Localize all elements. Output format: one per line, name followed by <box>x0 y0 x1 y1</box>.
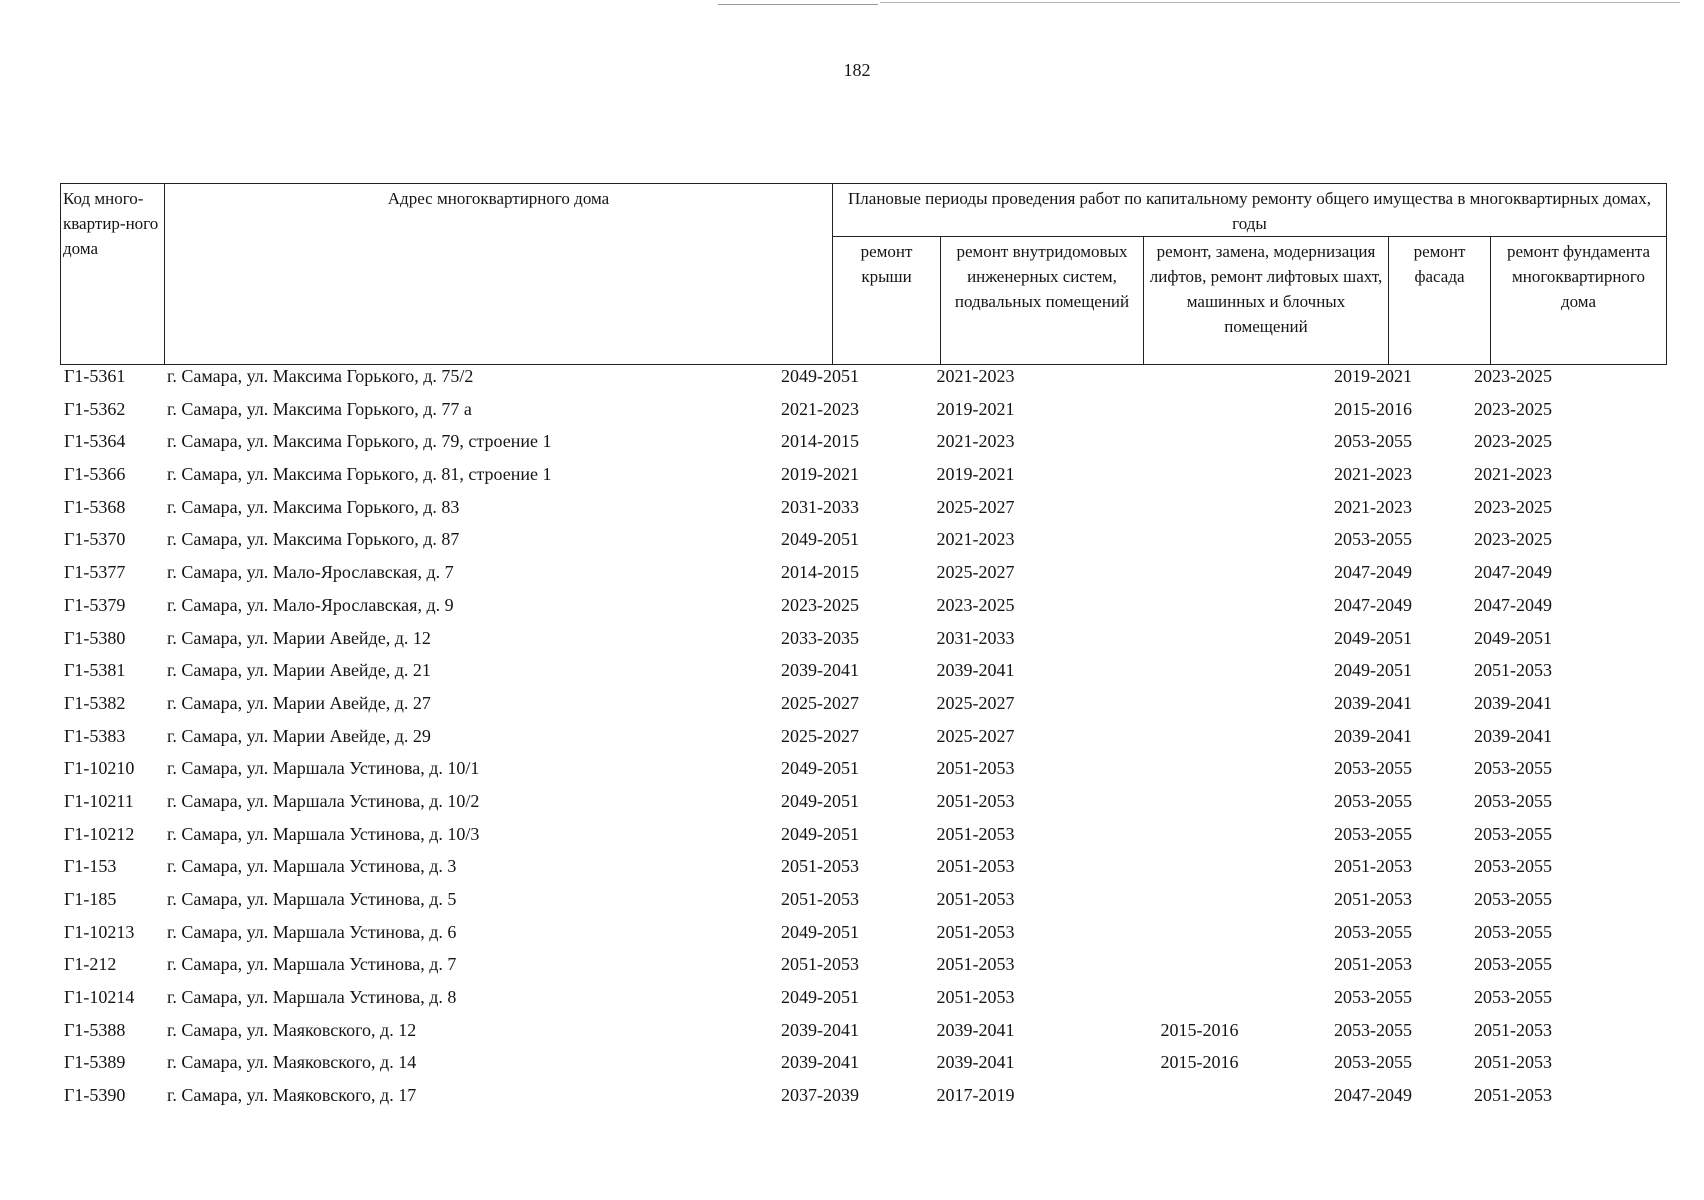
cell-roof: 2025-2027 <box>781 725 859 746</box>
cell-engineering: 2021-2023 <box>936 529 1015 550</box>
cell-engineering: 2051-2053 <box>936 856 1015 877</box>
cell-foundation: 2047-2049 <box>1474 562 1552 583</box>
cell-roof: 2049-2051 <box>781 987 859 1008</box>
cell-roof: 2051-2053 <box>781 954 859 975</box>
page-number: 182 <box>843 60 871 80</box>
cell-roof: 2049-2051 <box>781 790 859 811</box>
header-lifts: ремонт, замена, модернизация лифтов, ремонт лифтовых шахт, машинных и блочных помещений <box>1144 237 1389 365</box>
cell-facade: 2019-2021 <box>1334 366 1412 386</box>
header-roof: ремонт крыши <box>833 237 941 365</box>
cell-address: г. Самара, ул. Маяковского, д. 12 <box>167 1019 417 1040</box>
cell-code: Г1-5364 <box>64 431 126 452</box>
cell-engineering: 2025-2027 <box>936 725 1015 746</box>
cell-foundation: 2023-2025 <box>1474 431 1552 452</box>
table-header <box>60 183 1667 365</box>
cell-code: Г1-5366 <box>64 464 126 485</box>
cell-code: Г1-5380 <box>64 627 126 648</box>
table-row <box>60 427 1666 460</box>
cell-facade: 2047-2049 <box>1334 594 1412 615</box>
header-periods: Плановые периоды проведения работ по капитальному ремонту общего имущества в многоквартирных домах, годы <box>833 184 1667 237</box>
header-engineering: ремонт внутридомовых инженерных систем, подвальных помещений <box>941 237 1144 365</box>
cell-address: г. Самара, ул. Маршала Устинова, д. 10/1 <box>167 758 480 779</box>
cell-engineering: 2051-2053 <box>936 823 1015 844</box>
header-code: Код много-квартир-ного дома <box>61 184 165 365</box>
cell-facade: 2015-2016 <box>1334 398 1412 419</box>
cell-code: Г1-5370 <box>64 529 126 550</box>
cell-address: г. Самара, ул. Маяковского, д. 14 <box>167 1052 417 1073</box>
cell-foundation: 2051-2053 <box>1474 1052 1552 1073</box>
table-row <box>60 885 1666 918</box>
cell-code: Г1-153 <box>64 856 117 877</box>
table-row <box>60 395 1666 428</box>
cell-address: г. Самара, ул. Марии Авейде, д. 12 <box>167 627 431 648</box>
cell-engineering: 2019-2021 <box>936 464 1015 485</box>
table-row <box>60 1081 1666 1114</box>
cell-roof: 2037-2039 <box>781 1085 859 1106</box>
cell-engineering: 2051-2053 <box>936 889 1015 909</box>
cell-address: г. Самара, ул. Максима Горького, д. 81, строение 1 <box>167 464 552 485</box>
table-row <box>60 1048 1666 1081</box>
cell-code: Г1-10214 <box>64 987 135 1008</box>
table-row <box>60 754 1666 787</box>
cell-facade: 2051-2053 <box>1334 954 1412 975</box>
cell-address: г. Самара, ул. Маршала Устинова, д. 10/2 <box>167 790 480 811</box>
cell-foundation: 2053-2055 <box>1474 823 1552 844</box>
cell-facade: 2047-2049 <box>1334 562 1412 583</box>
cell-roof: 2051-2053 <box>781 856 859 877</box>
cell-address: г. Самара, ул. Максима Горького, д. 75/2 <box>167 366 474 386</box>
cell-code: Г1-10213 <box>64 921 135 942</box>
cell-foundation: 2039-2041 <box>1474 725 1552 746</box>
table-row <box>60 493 1666 526</box>
cell-roof: 2051-2053 <box>781 889 859 909</box>
cell-roof: 2023-2025 <box>781 594 859 615</box>
cell-foundation: 2049-2051 <box>1474 627 1552 648</box>
cell-foundation: 2053-2055 <box>1474 921 1552 942</box>
cell-address: г. Самара, ул. Марии Авейде, д. 21 <box>167 660 431 681</box>
cell-facade: 2049-2051 <box>1334 627 1412 648</box>
cell-facade: 2047-2049 <box>1334 1085 1412 1106</box>
header-address: Адрес многоквартирного дома <box>165 184 833 365</box>
cell-facade: 2039-2041 <box>1334 692 1412 713</box>
cell-code: Г1-5383 <box>64 725 126 746</box>
table-row <box>60 689 1666 722</box>
cell-code: Г1-5368 <box>64 496 126 517</box>
cell-engineering: 2039-2041 <box>936 1019 1015 1040</box>
cell-roof: 2049-2051 <box>781 758 859 779</box>
cell-facade: 2021-2023 <box>1334 464 1412 485</box>
cell-address: г. Самара, ул. Маяковского, д. 17 <box>167 1085 417 1106</box>
cell-engineering: 2039-2041 <box>936 1052 1015 1073</box>
cell-engineering: 2051-2053 <box>936 921 1015 942</box>
cell-engineering: 2017-2019 <box>936 1085 1015 1106</box>
scan-artifact <box>880 2 1680 3</box>
cell-address: г. Самара, ул. Максима Горького, д. 77 а <box>167 398 472 419</box>
cell-roof: 2019-2021 <box>781 464 859 485</box>
cell-foundation: 2053-2055 <box>1474 790 1552 811</box>
cell-facade: 2053-2055 <box>1334 529 1412 550</box>
cell-foundation: 2053-2055 <box>1474 954 1552 975</box>
table-row <box>60 787 1666 820</box>
cell-engineering: 2031-2033 <box>936 627 1015 648</box>
cell-foundation: 2053-2055 <box>1474 758 1552 779</box>
cell-code: Г1-5388 <box>64 1019 126 1040</box>
cell-foundation: 2051-2053 <box>1474 1019 1552 1040</box>
cell-foundation: 2023-2025 <box>1474 366 1552 386</box>
cell-facade: 2053-2055 <box>1334 987 1412 1008</box>
cell-foundation: 2023-2025 <box>1474 398 1552 419</box>
cell-facade: 2053-2055 <box>1334 921 1412 942</box>
cell-foundation: 2021-2023 <box>1474 464 1552 485</box>
cell-address: г. Самара, ул. Максима Горького, д. 79, строение 1 <box>167 431 552 452</box>
table-row <box>60 525 1666 558</box>
cell-roof: 2049-2051 <box>781 529 859 550</box>
table-row <box>60 950 1666 983</box>
cell-facade: 2051-2053 <box>1334 889 1412 909</box>
cell-facade: 2051-2053 <box>1334 856 1412 877</box>
cell-code: Г1-5377 <box>64 562 126 583</box>
cell-code: Г1-5381 <box>64 660 126 681</box>
cell-roof: 2039-2041 <box>781 1019 859 1040</box>
cell-engineering: 2025-2027 <box>936 562 1015 583</box>
cell-code: Г1-5361 <box>64 366 126 386</box>
cell-engineering: 2021-2023 <box>936 431 1015 452</box>
cell-roof: 2031-2033 <box>781 496 859 517</box>
cell-foundation: 2051-2053 <box>1474 1085 1552 1106</box>
cell-code: Г1-5379 <box>64 594 126 615</box>
cell-engineering: 2021-2023 <box>936 366 1015 386</box>
cell-engineering: 2051-2053 <box>936 758 1015 779</box>
table-row <box>60 820 1666 853</box>
cell-lifts: 2015-2016 <box>1160 1052 1239 1073</box>
cell-address: г. Самара, ул. Маршала Устинова, д. 8 <box>167 987 457 1008</box>
header-foundation: ремонт фундамента многоквартирного дома <box>1491 237 1667 365</box>
cell-roof: 2014-2015 <box>781 562 859 583</box>
cell-roof: 2049-2051 <box>781 366 859 386</box>
cell-facade: 2053-2055 <box>1334 823 1412 844</box>
cell-code: Г1-185 <box>64 889 117 909</box>
cell-foundation: 2039-2041 <box>1474 692 1552 713</box>
cell-foundation: 2047-2049 <box>1474 594 1552 615</box>
cell-foundation: 2051-2053 <box>1474 660 1552 681</box>
table-row <box>60 918 1666 951</box>
cell-facade: 2049-2051 <box>1334 660 1412 681</box>
cell-address: г. Самара, ул. Марии Авейде, д. 27 <box>167 692 431 713</box>
cell-address: г. Самара, ул. Маршала Устинова, д. 3 <box>167 856 457 877</box>
table-row <box>60 722 1666 755</box>
cell-roof: 2049-2051 <box>781 921 859 942</box>
cell-engineering: 2025-2027 <box>936 692 1015 713</box>
cell-foundation: 2053-2055 <box>1474 856 1552 877</box>
cell-roof: 2033-2035 <box>781 627 859 648</box>
cell-roof: 2039-2041 <box>781 1052 859 1073</box>
cell-engineering: 2051-2053 <box>936 954 1015 975</box>
cell-facade: 2053-2055 <box>1334 431 1412 452</box>
scan-artifact <box>718 4 878 5</box>
cell-address: г. Самара, ул. Максима Горького, д. 83 <box>167 496 460 517</box>
cell-roof: 2049-2051 <box>781 823 859 844</box>
table-body <box>60 362 1666 1114</box>
cell-facade: 2053-2055 <box>1334 1019 1412 1040</box>
cell-facade: 2039-2041 <box>1334 725 1412 746</box>
cell-foundation: 2053-2055 <box>1474 987 1552 1008</box>
cell-address: г. Самара, ул. Маршала Устинова, д. 7 <box>167 954 457 975</box>
cell-facade: 2021-2023 <box>1334 496 1412 517</box>
cell-address: г. Самара, ул. Мало-Ярославская, д. 7 <box>167 562 454 583</box>
cell-roof: 2014-2015 <box>781 431 859 452</box>
cell-foundation: 2053-2055 <box>1474 889 1552 909</box>
cell-foundation: 2023-2025 <box>1474 496 1552 517</box>
cell-engineering: 2023-2025 <box>936 594 1015 615</box>
table-row <box>60 852 1666 885</box>
cell-foundation: 2023-2025 <box>1474 529 1552 550</box>
cell-code: Г1-5382 <box>64 692 126 713</box>
cell-facade: 2053-2055 <box>1334 758 1412 779</box>
table-row <box>60 1016 1666 1049</box>
cell-code: Г1-212 <box>64 954 117 975</box>
cell-address: г. Самара, ул. Маршала Устинова, д. 6 <box>167 921 457 942</box>
cell-engineering: 2051-2053 <box>936 790 1015 811</box>
cell-code: Г1-10212 <box>64 823 135 844</box>
table-row <box>60 362 1666 395</box>
cell-address: г. Самара, ул. Маршала Устинова, д. 5 <box>167 889 457 909</box>
cell-code: Г1-10211 <box>64 790 134 811</box>
cell-address: г. Самара, ул. Марии Авейде, д. 29 <box>167 725 431 746</box>
cell-roof: 2021-2023 <box>781 398 859 419</box>
cell-lifts: 2015-2016 <box>1160 1019 1239 1040</box>
table-row <box>60 983 1666 1016</box>
cell-address: г. Самара, ул. Маршала Устинова, д. 10/3 <box>167 823 480 844</box>
cell-roof: 2039-2041 <box>781 660 859 681</box>
cell-facade: 2053-2055 <box>1334 790 1412 811</box>
table-row <box>60 656 1666 689</box>
cell-engineering: 2039-2041 <box>936 660 1015 681</box>
cell-address: г. Самара, ул. Максима Горького, д. 87 <box>167 529 460 550</box>
cell-code: Г1-5390 <box>64 1085 126 1106</box>
table-row <box>60 558 1666 591</box>
table-row <box>60 460 1666 493</box>
cell-address: г. Самара, ул. Мало-Ярославская, д. 9 <box>167 594 454 615</box>
table-row <box>60 591 1666 624</box>
cell-roof: 2025-2027 <box>781 692 859 713</box>
cell-engineering: 2019-2021 <box>936 398 1015 419</box>
table-row <box>60 624 1666 657</box>
cell-code: Г1-10210 <box>64 758 135 779</box>
cell-code: Г1-5389 <box>64 1052 126 1073</box>
cell-facade: 2053-2055 <box>1334 1052 1412 1073</box>
cell-engineering: 2051-2053 <box>936 987 1015 1008</box>
cell-code: Г1-5362 <box>64 398 126 419</box>
cell-engineering: 2025-2027 <box>936 496 1015 517</box>
header-facade: ремонт фасада <box>1389 237 1491 365</box>
